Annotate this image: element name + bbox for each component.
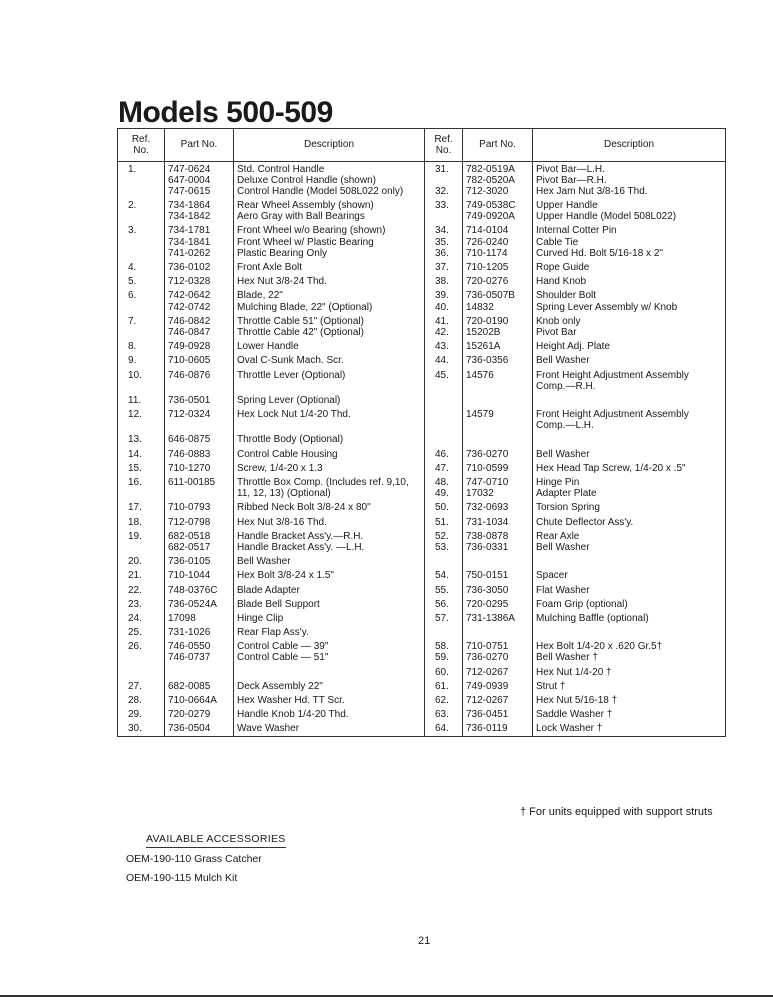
left-part-no-cell: 646-0875: [165, 433, 234, 447]
right-ref-no-cell: 56.: [425, 597, 463, 611]
left-ref-no-cell: 27.: [118, 679, 165, 693]
right-part-no-cell: 736-0356: [463, 354, 533, 368]
table-row: [118, 199, 726, 224]
right-part-no-cell: 731-1386A: [463, 611, 533, 625]
right-part-no-cell: 731-1034: [463, 515, 533, 529]
left-ref-no-cell: 3.: [118, 224, 165, 261]
table-row: [118, 354, 726, 368]
right-ref-no-cell: 39. 40.: [425, 289, 463, 314]
right-description-cell: Shoulder Bolt Spring Lever Assembly w/ Knob: [533, 289, 726, 314]
left-part-no-cell: 736-0504: [165, 722, 234, 737]
left-part-no-cell: 682-0518 682-0517: [165, 529, 234, 554]
right-part-no-cell: 14579: [463, 408, 533, 433]
left-ref-no-cell: 18.: [118, 515, 165, 529]
left-description-cell: Screw, 1/4-20 x 1.3: [234, 461, 425, 475]
right-part-no-cell: 736-0451: [463, 708, 533, 722]
right-part-no-cell: 710-1205: [463, 261, 533, 275]
right-part-no-cell: 736-0270: [463, 447, 533, 461]
right-description-cell: [533, 393, 726, 407]
table-row: [118, 261, 726, 275]
left-ref-no-cell: 19.: [118, 529, 165, 554]
left-part-no-cell: 736-0524A: [165, 597, 234, 611]
left-description-cell: Blade Bell Support: [234, 597, 425, 611]
right-ref-no-cell: 63.: [425, 708, 463, 722]
right-description-cell: Hinge Pin Adapter Plate: [533, 476, 726, 501]
right-description-cell: Bell Washer: [533, 447, 726, 461]
left-ref-no-cell: 12.: [118, 408, 165, 433]
left-ref-no-cell: 2.: [118, 199, 165, 224]
right-description-cell: Front Height Adjustment Assembly Comp.—R.H.: [533, 368, 726, 393]
header-description-right: Description: [533, 129, 726, 162]
right-description-cell: Torsion Spring: [533, 501, 726, 515]
right-part-no-cell: [463, 393, 533, 407]
left-part-no-cell: 720-0279: [165, 708, 234, 722]
left-description-cell: Hex Bolt 3/8-24 x 1.5": [234, 569, 425, 583]
table-row: [118, 501, 726, 515]
right-ref-no-cell: [425, 555, 463, 569]
left-part-no-cell: 749-0928: [165, 340, 234, 354]
left-ref-no-cell: 22.: [118, 583, 165, 597]
left-description-cell: Rear Flap Ass'y.: [234, 626, 425, 640]
table-row: [118, 275, 726, 289]
right-ref-no-cell: 31. 32.: [425, 162, 463, 199]
right-description-cell: Saddle Washer †: [533, 708, 726, 722]
left-ref-no-cell: 10.: [118, 368, 165, 393]
right-part-no-cell: 750-0151: [463, 569, 533, 583]
right-ref-no-cell: [425, 408, 463, 433]
right-part-no-cell: 720-0276: [463, 275, 533, 289]
table-row: [118, 408, 726, 433]
table-row: [118, 583, 726, 597]
right-ref-no-cell: 55.: [425, 583, 463, 597]
table-row: [118, 447, 726, 461]
left-ref-no-cell: 17.: [118, 501, 165, 515]
left-part-no-cell: 682-0085: [165, 679, 234, 693]
right-description-cell: Chute Deflector Ass'y.: [533, 515, 726, 529]
left-part-no-cell: 736-0105: [165, 555, 234, 569]
left-ref-no-cell: 8.: [118, 340, 165, 354]
right-description-cell: Hex Nut 1/4-20 †: [533, 665, 726, 679]
right-description-cell: Spacer: [533, 569, 726, 583]
right-part-no-cell: [463, 433, 533, 447]
right-description-cell: Hand Knob: [533, 275, 726, 289]
right-part-no-cell: 732-0693: [463, 501, 533, 515]
right-ref-no-cell: [425, 393, 463, 407]
right-part-no-cell: 14576: [463, 368, 533, 393]
right-description-cell: Rear Axle Bell Washer: [533, 529, 726, 554]
right-part-no-cell: 736-3050: [463, 583, 533, 597]
table-row: [118, 515, 726, 529]
right-part-no-cell: 749-0939: [463, 679, 533, 693]
table-row: [118, 611, 726, 625]
left-description-cell: Hex Lock Nut 1/4-20 Thd.: [234, 408, 425, 433]
left-ref-no-cell: 28.: [118, 694, 165, 708]
left-description-cell: Spring Lever (Optional): [234, 393, 425, 407]
table-row: [118, 626, 726, 640]
header-ref-no: Ref. No.: [118, 129, 165, 162]
right-part-no-cell: 714-0104 726-0240 710-1174: [463, 224, 533, 261]
left-description-cell: Deck Assembly 22": [234, 679, 425, 693]
right-description-cell: Internal Cotter Pin Cable Tie Curved Hd. Bolt 5/16-18 x 2": [533, 224, 726, 261]
right-part-no-cell: 15261A: [463, 340, 533, 354]
table-row: [118, 569, 726, 583]
right-part-no-cell: 712-0267: [463, 694, 533, 708]
left-part-no-cell: 734-1864 734-1842: [165, 199, 234, 224]
footnote: † For units equipped with support struts: [520, 806, 713, 818]
left-ref-no-cell: 14.: [118, 447, 165, 461]
left-description-cell: Handle Bracket Ass'y.—R.H. Handle Bracket Ass'y. —L.H.: [234, 529, 425, 554]
right-description-cell: Hex Nut 5/16-18 †: [533, 694, 726, 708]
left-part-no-cell: 710-0605: [165, 354, 234, 368]
left-description-cell: Blade, 22" Mulching Blade, 22" (Optional): [234, 289, 425, 314]
right-ref-no-cell: 41. 42.: [425, 314, 463, 339]
left-ref-no-cell: 21.: [118, 569, 165, 583]
table-row: [118, 433, 726, 447]
left-part-no-cell: 712-0328: [165, 275, 234, 289]
accessory-item: OEM-190-115 Mulch Kit: [126, 872, 238, 884]
right-description-cell: Knob only Pivot Bar: [533, 314, 726, 339]
right-ref-no-cell: [425, 626, 463, 640]
left-description-cell: Front Axle Bolt: [234, 261, 425, 275]
right-part-no-cell: [463, 626, 533, 640]
left-ref-no-cell: 16.: [118, 476, 165, 501]
right-description-cell: Front Height Adjustment Assembly Comp.—L.H.: [533, 408, 726, 433]
left-ref-no-cell: [118, 665, 165, 679]
right-ref-no-cell: 33.: [425, 199, 463, 224]
left-part-no-cell: 746-0550 746-0737: [165, 640, 234, 665]
right-description-cell: Pivot Bar—L.H. Pivot Bar—R.H. Hex Jam Nut 3/8-16 Thd.: [533, 162, 726, 199]
accessory-item: OEM-190-110 Grass Catcher: [126, 853, 262, 865]
left-ref-no-cell: 25.: [118, 626, 165, 640]
left-ref-no-cell: 24.: [118, 611, 165, 625]
header-part-no-right: Part No.: [463, 129, 533, 162]
accessories-heading: AVAILABLE ACCESSORIES: [146, 833, 286, 848]
left-description-cell: Rear Wheel Assembly (shown) Aero Gray with Ball Bearings: [234, 199, 425, 224]
right-description-cell: [533, 555, 726, 569]
right-part-no-cell: 738-0878 736-0331: [463, 529, 533, 554]
right-part-no-cell: 710-0751 736-0270: [463, 640, 533, 665]
right-part-no-cell: 747-0710 17032: [463, 476, 533, 501]
table-row: [118, 694, 726, 708]
header-part-no: Part No.: [165, 129, 234, 162]
left-part-no-cell: 746-0842 746-0847: [165, 314, 234, 339]
left-description-cell: Control Cable — 39" Control Cable — 51": [234, 640, 425, 665]
left-part-no-cell: 736-0102: [165, 261, 234, 275]
left-description-cell: Wave Washer: [234, 722, 425, 737]
right-part-no-cell: 720-0295: [463, 597, 533, 611]
right-description-cell: Lock Washer †: [533, 722, 726, 737]
right-part-no-cell: 736-0119: [463, 722, 533, 737]
left-ref-no-cell: 13.: [118, 433, 165, 447]
table-row: [118, 665, 726, 679]
left-description-cell: Front Wheel w/o Bearing (shown) Front Wheel w/ Plastic Bearing Plastic Bearing Only: [234, 224, 425, 261]
page-title: Models 500-509: [118, 96, 333, 129]
left-description-cell: Throttle Cable 51" (Optional) Throttle Cable 42" (Optional): [234, 314, 425, 339]
table-row: [118, 708, 726, 722]
right-description-cell: Foam Grip (optional): [533, 597, 726, 611]
right-ref-no-cell: 62.: [425, 694, 463, 708]
left-ref-no-cell: 23.: [118, 597, 165, 611]
right-ref-no-cell: 60.: [425, 665, 463, 679]
right-ref-no-cell: 61.: [425, 679, 463, 693]
table-row: [118, 529, 726, 554]
right-ref-no-cell: 52. 53.: [425, 529, 463, 554]
table-row: [118, 679, 726, 693]
right-ref-no-cell: 58. 59.: [425, 640, 463, 665]
right-ref-no-cell: 51.: [425, 515, 463, 529]
right-ref-no-cell: 43.: [425, 340, 463, 354]
right-ref-no-cell: 47.: [425, 461, 463, 475]
right-description-cell: Bell Washer: [533, 354, 726, 368]
right-part-no-cell: 749-0538C 749-0920A: [463, 199, 533, 224]
table-row: [118, 314, 726, 339]
right-description-cell: [533, 433, 726, 447]
right-description-cell: Flat Washer: [533, 583, 726, 597]
table-row: [118, 162, 726, 199]
table-row: [118, 224, 726, 261]
left-ref-no-cell: 11.: [118, 393, 165, 407]
table-row: [118, 722, 726, 737]
left-part-no-cell: 746-0883: [165, 447, 234, 461]
left-ref-no-cell: 9.: [118, 354, 165, 368]
right-part-no-cell: 710-0599: [463, 461, 533, 475]
table-row: [118, 640, 726, 665]
left-description-cell: Throttle Box Comp. (Includes ref. 9,10, 11, 12, 13) (Optional): [234, 476, 425, 501]
left-part-no-cell: 742-0642 742-0742: [165, 289, 234, 314]
right-part-no-cell: 712-0267: [463, 665, 533, 679]
left-part-no-cell: 746-0876: [165, 368, 234, 393]
left-description-cell: Handle Knob 1/4-20 Thd.: [234, 708, 425, 722]
right-ref-no-cell: 50.: [425, 501, 463, 515]
left-part-no-cell: 712-0324: [165, 408, 234, 433]
left-part-no-cell: 747-0624 647-0004 747-0615: [165, 162, 234, 199]
left-ref-no-cell: 4.: [118, 261, 165, 275]
right-description-cell: Upper Handle Upper Handle (Model 508L022): [533, 199, 726, 224]
left-description-cell: Throttle Lever (Optional): [234, 368, 425, 393]
right-ref-no-cell: 44.: [425, 354, 463, 368]
left-ref-no-cell: 26.: [118, 640, 165, 665]
table-row: [118, 461, 726, 475]
left-description-cell: Blade Adapter: [234, 583, 425, 597]
header-description: Description: [234, 129, 425, 162]
page-number: 21: [418, 935, 431, 947]
left-description-cell: Ribbed Neck Bolt 3/8-24 x 80": [234, 501, 425, 515]
left-ref-no-cell: 7.: [118, 314, 165, 339]
left-part-no-cell: 731-1026: [165, 626, 234, 640]
left-description-cell: Oval C-Sunk Mach. Scr.: [234, 354, 425, 368]
right-ref-no-cell: 37.: [425, 261, 463, 275]
table-row: [118, 476, 726, 501]
right-description-cell: [533, 626, 726, 640]
right-ref-no-cell: 46.: [425, 447, 463, 461]
left-part-no-cell: 748-0376C: [165, 583, 234, 597]
left-description-cell: Hinge Clip: [234, 611, 425, 625]
left-description-cell: Std. Control Handle Deluxe Control Handle (shown) Control Handle (Model 508L022 only): [234, 162, 425, 199]
right-part-no-cell: 782-0519A 782-0520A 712-3020: [463, 162, 533, 199]
right-description-cell: Strut †: [533, 679, 726, 693]
parts-table: [117, 128, 726, 737]
parts-table-body: [118, 162, 726, 737]
left-ref-no-cell: 30.: [118, 722, 165, 737]
left-description-cell: Bell Washer: [234, 555, 425, 569]
header-ref-no-right: Ref. No.: [425, 129, 463, 162]
right-description-cell: Rope Guide: [533, 261, 726, 275]
right-part-no-cell: [463, 555, 533, 569]
right-description-cell: Hex Head Tap Screw, 1/4-20 x .5": [533, 461, 726, 475]
left-part-no-cell: 611-00185: [165, 476, 234, 501]
left-ref-no-cell: 6.: [118, 289, 165, 314]
left-part-no-cell: [165, 665, 234, 679]
left-part-no-cell: 710-0793: [165, 501, 234, 515]
right-ref-no-cell: 45.: [425, 368, 463, 393]
left-part-no-cell: 710-1044: [165, 569, 234, 583]
left-description-cell: [234, 665, 425, 679]
left-description-cell: Lower Handle: [234, 340, 425, 354]
table-row: [118, 555, 726, 569]
left-description-cell: Hex Nut 3/8-24 Thd.: [234, 275, 425, 289]
left-description-cell: Hex Washer Hd. TT Scr.: [234, 694, 425, 708]
right-part-no-cell: 720-0190 15202B: [463, 314, 533, 339]
left-part-no-cell: 712-0798: [165, 515, 234, 529]
table-row: [118, 289, 726, 314]
left-description-cell: Throttle Body (Optional): [234, 433, 425, 447]
bottom-rule: [0, 995, 773, 997]
left-ref-no-cell: 1.: [118, 162, 165, 199]
right-description-cell: Height Adj. Plate: [533, 340, 726, 354]
left-part-no-cell: 17098: [165, 611, 234, 625]
right-ref-no-cell: 54.: [425, 569, 463, 583]
right-ref-no-cell: 64.: [425, 722, 463, 737]
left-ref-no-cell: 20.: [118, 555, 165, 569]
right-ref-no-cell: 48. 49.: [425, 476, 463, 501]
left-ref-no-cell: 15.: [118, 461, 165, 475]
left-ref-no-cell: 29.: [118, 708, 165, 722]
right-ref-no-cell: 57.: [425, 611, 463, 625]
left-part-no-cell: 734-1781 734-1841 741-0262: [165, 224, 234, 261]
left-description-cell: Control Cable Housing: [234, 447, 425, 461]
left-part-no-cell: 736-0501: [165, 393, 234, 407]
right-description-cell: Hex Bolt 1/4-20 x .620 Gr.5† Bell Washer †: [533, 640, 726, 665]
table-row: [118, 597, 726, 611]
left-ref-no-cell: 5.: [118, 275, 165, 289]
right-description-cell: Mulching Baffle (optional): [533, 611, 726, 625]
right-part-no-cell: 736-0507B 14832: [463, 289, 533, 314]
table-row: [118, 368, 726, 393]
right-ref-no-cell: [425, 433, 463, 447]
left-part-no-cell: 710-1270: [165, 461, 234, 475]
right-ref-no-cell: 34. 35. 36.: [425, 224, 463, 261]
left-description-cell: Hex Nut 3/8-16 Thd.: [234, 515, 425, 529]
table-row: [118, 340, 726, 354]
table-header-row: [118, 129, 726, 162]
table-row: [118, 393, 726, 407]
right-ref-no-cell: 38.: [425, 275, 463, 289]
left-part-no-cell: 710-0664A: [165, 694, 234, 708]
